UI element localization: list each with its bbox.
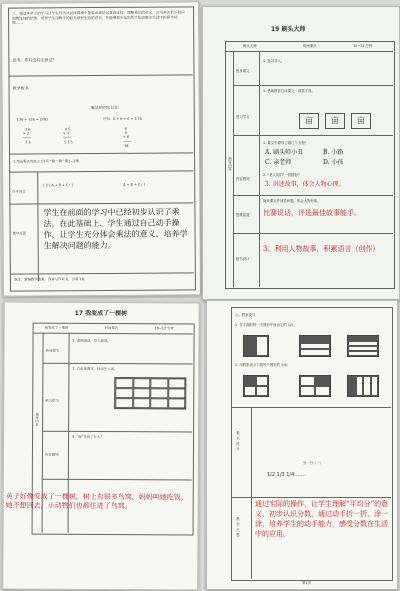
- column-divider: [251, 407, 252, 579]
- item-1: 1. 看图说话，导入新课。: [72, 338, 111, 344]
- vertical-sum-3: 6 6 + 6 ──── 18: [122, 126, 132, 148]
- photo-bottom-left: [2, 301, 200, 590]
- row-line: [233, 85, 393, 86]
- shape-square-split: [243, 335, 269, 357]
- row-text-3: 1. 课文中描写了哪几个人物？: [263, 141, 308, 145]
- item-2: 2. 自由读课文，找出生字词。: [72, 366, 118, 372]
- practice-line: 1.用成乘法的意义 57页 “做一做” 第1~2题。: [13, 159, 83, 164]
- task-2: 2. 用阴影表示下面每个图形的 1/4。: [235, 363, 290, 367]
- homework-a: ( 2 ) A + B + C ( ): [43, 183, 74, 188]
- board-line: 分一分（一）: [303, 461, 324, 465]
- char-box: 亩: [325, 113, 345, 129]
- row-label-5: 板书设计: [236, 257, 250, 261]
- row-label-4: 思维拓展: [236, 213, 250, 217]
- row-label-2: 预习学习: [236, 115, 250, 119]
- row-label-3: 内容感知: [236, 177, 250, 181]
- intro-paragraph: 三、通过本单元的学习让学生经历从具体情境中抽象出乘法运算的过程，理解乘法的意义，会用乘法表示相同加数连加的结果，培养学生用数学的眼光观察生活的意识，并能够初步运用所学知识解决生活中的简单问题……: [12, 10, 185, 25]
- row-label-1: 热身课文: [236, 69, 250, 73]
- vertical-sum-1: 3 6 × 2 ──── 7 2: [22, 127, 32, 145]
- char-box: 亩: [299, 113, 319, 129]
- hand-note-a: A. 刷头师小丑: [265, 149, 304, 156]
- row-text-2: 1. 借助拼音自读课文，读准字音。: [263, 89, 315, 93]
- lesson-title: 17 我变成了一棵树: [74, 309, 128, 318]
- left-label: 指导内容: [34, 412, 39, 427]
- handwritten-reflection: 通过实际的操作，让学生理解“平均分”的意义，初步认识分数，通过动手折一折、涂一涂，培养学生的动手能力，感受分数在生活中的应用。: [255, 500, 389, 538]
- homework-label: 作业设计: [12, 189, 26, 194]
- question-line: 思考：你有没有注意过？: [12, 57, 57, 63]
- side-label: 指导内容: [227, 157, 232, 171]
- column-divider: [233, 51, 234, 287]
- char-boxes: [299, 113, 371, 129]
- hand-red-note-3: 3、利用人物故事，积累语言（创作）: [263, 245, 380, 253]
- vertical-sum-2: 4 5 × 3 ──── 1 3 5: [62, 127, 73, 144]
- task-1: 1. 在下面的每一个图形中涂出它的 1/2。: [235, 323, 297, 327]
- header-cell-1: 刷头大师: [243, 44, 257, 48]
- hand-note-c: C. 亲老师: [265, 159, 292, 166]
- side-label-2: 预习学习: [45, 398, 59, 403]
- homework-b: A ÷ B + C ( ): [123, 182, 146, 187]
- shape-grid-2x2: [243, 375, 269, 397]
- footer-note: 备注：新编数学教案，内容与作业书，引用 18。: [13, 277, 88, 282]
- hand-note-d: D. 小孩: [323, 159, 344, 166]
- row-line: [233, 233, 393, 234]
- row-line: [225, 51, 393, 52]
- hand-red-note-2: 比赛说话，评选最佳故事能手。: [263, 209, 361, 217]
- board-title: 乘法的初步认识: [90, 104, 119, 111]
- row-line: [231, 497, 391, 498]
- row-line: [231, 407, 391, 408]
- fractions-line: 1/2 1/3 1/4 ……: [267, 472, 306, 478]
- row-line: [233, 195, 393, 196]
- hand-note-b: B. 小路: [323, 149, 344, 156]
- row-text-4: 2. “老人说的”一回情形？: [263, 173, 302, 177]
- header-cell-2: 时间课次: [104, 326, 119, 331]
- row-text-5: 阅读课文并回答问题，体会人物形象。: [263, 199, 321, 203]
- handwritten-red-notes: 英子好像变成了一棵树，树上有很多鸟窝，妈妈叫她吃饭，她不想回去，小动物们也都住进了鸟窝。: [5, 492, 188, 511]
- lesson-title: 19 刷头大师: [271, 26, 306, 33]
- header-cell-1: 我变成了一棵树: [44, 325, 69, 330]
- header-cell-2: 时间课次: [303, 44, 317, 48]
- shape-grid-1x4: [347, 375, 379, 397]
- shape-rect-rows-4: [347, 335, 379, 357]
- side-label-3: 内容感知: [44, 452, 59, 457]
- photo-top-right: [202, 6, 400, 300]
- formula-right: 可知：6 + 6 + 6 = 3个6: [102, 116, 143, 121]
- photo-top-left: [1, 1, 201, 296]
- row-text-1: 1. 复习导入。: [263, 59, 285, 63]
- hand-red-note-1: 3. 讲述故事，体会人物心理。: [265, 181, 345, 188]
- section-label: 教学板书: [12, 85, 29, 91]
- handwritten-reflection: 学生在前面的学习中已经初步认识了乘法，在此基础上，学生通过自己动手操作，让学生充分体会乘法的意义，培养学生解决问题的能力。: [43, 207, 188, 251]
- shape-grid-2x2-b: [299, 375, 331, 397]
- row-line: [233, 135, 393, 136]
- photo-bottom-right: [206, 300, 398, 590]
- header-cell-3: 10~12 分钟: [154, 326, 174, 331]
- shape-rect-rows: [299, 335, 331, 357]
- page-number: 第2页: [302, 581, 311, 585]
- row-label-board: 板书设计: [235, 431, 240, 453]
- formula-left: 136 + 136 = 2(夜): [16, 117, 48, 122]
- section-title: 六、教案设计: [235, 313, 256, 317]
- char-box: 亩: [351, 113, 371, 129]
- reflection-label: 教学反思: [12, 231, 27, 236]
- row-label-reflection: 教学反思: [235, 517, 240, 539]
- header-cell-3: 10~12 分钟: [353, 44, 373, 48]
- side-label-1: 热身课文: [45, 348, 60, 353]
- column-divider: [259, 51, 260, 287]
- word-table: [114, 377, 186, 409]
- item-3: 3. “我”变成了什么？: [72, 434, 104, 440]
